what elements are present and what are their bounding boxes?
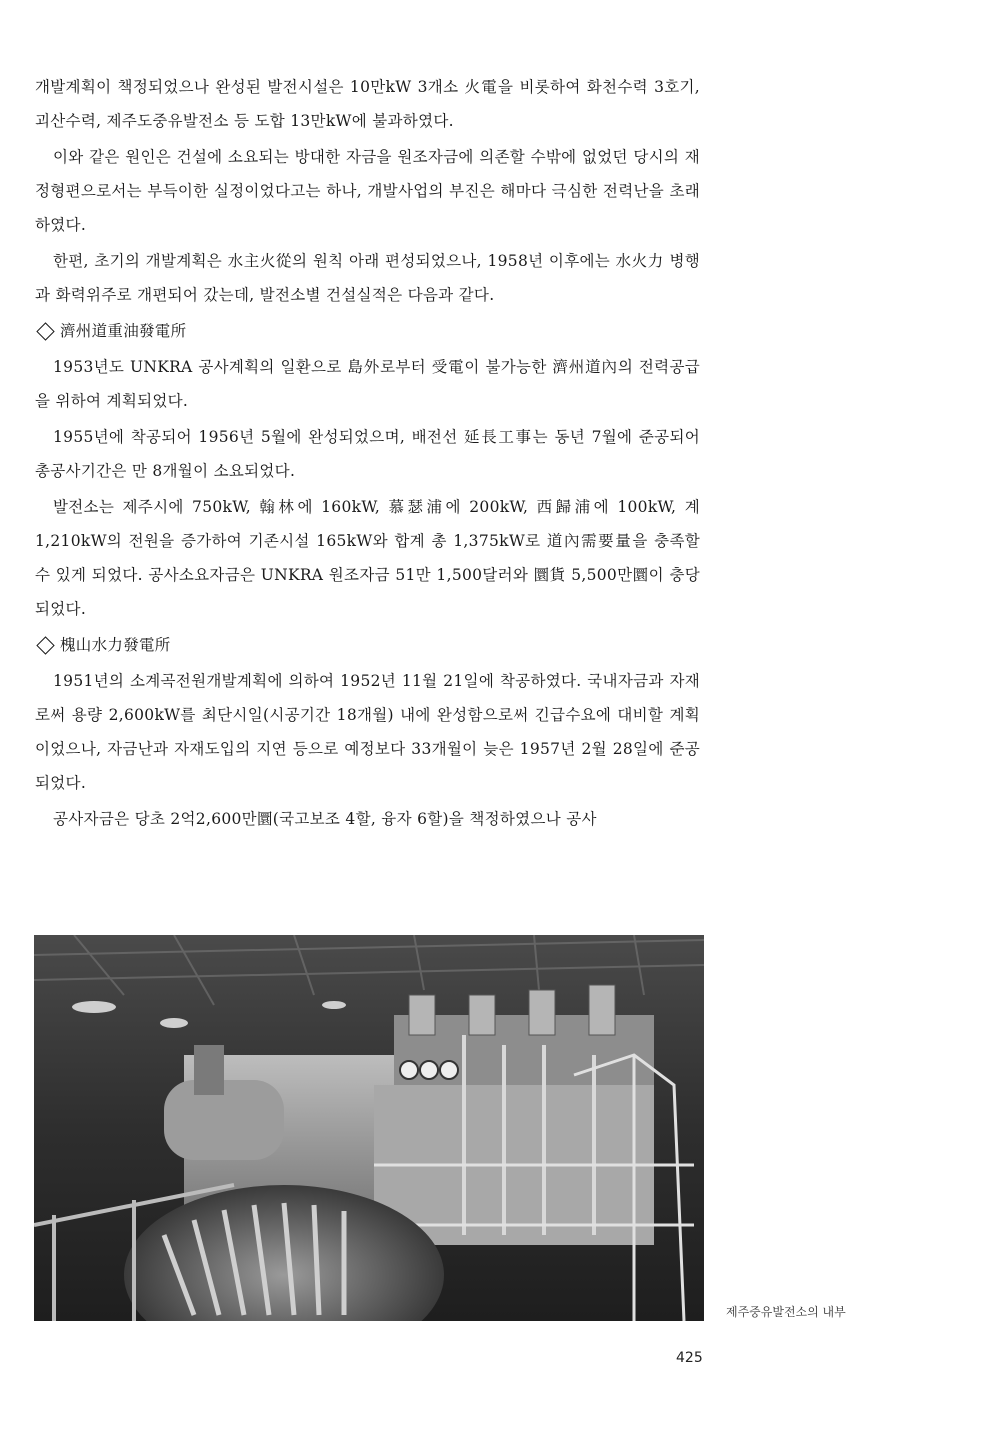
paragraph-7: 1951년의 소계곡전원개발계획에 의하여 1952년 11월 21일에 착공하였다. 국내자금과 자재로써 용량 2,600kW를 최단시일(시공기간 18개월) 내에 완성함으로써 긴급수요에 대비할 계획이었으나, 자금난과 자재도입의 지연 등으로 예정보다 33개월이 늦은 1957년 2월 28일에 준공되었다. <box>35 672 700 792</box>
paragraph-5: 1955년에 착공되어 1956년 5월에 완성되었으며, 배전선 延長工事는 동년 7월에 준공되어 총공사기간은 만 8개월이 소요되었다. <box>35 428 700 480</box>
paragraph-8: 공사자금은 당초 2억2,600만圜(국고보조 4할, 융자 6할)을 책정하였으나 공사 <box>53 810 597 828</box>
paragraph-4: 1953년도 UNKRA 공사계획의 일환으로 島外로부터 受電이 불가능한 濟州道內의 전력공급을 위하여 계획되었다. <box>35 358 700 410</box>
section-heading-goesan-text: 槐山水力發電所 <box>60 636 171 654</box>
diamond-bullet-icon <box>36 322 54 340</box>
paragraph-2: 이와 같은 원인은 건설에 소요되는 방대한 자금을 원조자금에 의존할 수밖에 없었던 당시의 재정형편으로서는 부득이한 실정이었다고는 하나, 개발사업의 부진은 해마다 극심한 전력난을 초래하였다. <box>35 148 700 234</box>
diamond-bullet-icon <box>36 636 54 654</box>
section-heading-jeju <box>35 314 700 348</box>
section-heading-goesan <box>35 628 700 662</box>
page-number: 425 <box>676 1350 703 1366</box>
paragraph-6: 발전소는 제주시에 750kW, 翰林에 160kW, 慕瑟浦에 200kW, 西歸浦에 100kW, 계 1,210kW의 전원을 증가하여 기존시설 165kW와 합계 총 1,375kW로 道內需要量을 충족할 수 있게 되었다. 공사소요자금은 UNKRA 원조자금 51만 1,500달러와 圜貨 5,500만圜이 충당되었다. <box>35 498 700 618</box>
paragraph-3: 한편, 초기의 개발계획은 水主火從의 원칙 아래 편성되었으나, 1958년 이후에는 水火力 병행과 화력위주로 개편되어 갔는데, 발전소별 건설실적은 다음과 같다. <box>35 252 700 304</box>
paragraph-1: 개발계획이 책정되었으나 완성된 발전시설은 10만kW 3개소 火電을 비롯하여 화천수력 3호기, 괴산수력, 제주도중유발전소 등 도합 13만kW에 불과하였다. <box>35 78 700 130</box>
body-text <box>35 70 700 838</box>
power-plant-interior-photo <box>34 935 704 1321</box>
section-heading-jeju-text: 濟州道重油發電所 <box>60 322 187 340</box>
photo-caption: 제주중유발전소의 내부 <box>726 1305 846 1319</box>
